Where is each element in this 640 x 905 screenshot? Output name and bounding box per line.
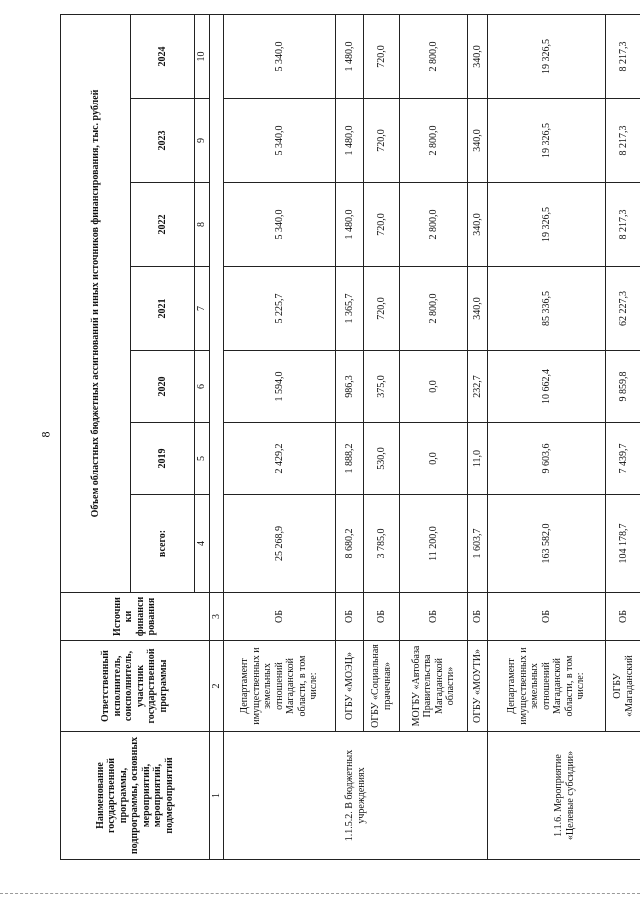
value-2020: 1 594,0 <box>224 351 336 423</box>
colnum-5: 5 <box>195 423 210 495</box>
value-2022: 19 326,5 <box>488 183 606 267</box>
responsible-cell: ОГБУ «МОУТИ» <box>468 641 488 732</box>
value-2024: 2 800,0 <box>400 14 468 98</box>
header-total: всего: <box>131 495 195 593</box>
value-2023: 1 480,0 <box>336 99 364 183</box>
value-2020: 375,0 <box>364 351 400 423</box>
value-2019: 530,0 <box>364 423 400 495</box>
page-number: 8 <box>38 431 53 438</box>
value-total: 25 268,9 <box>224 495 336 593</box>
header-funding: Объем областных бюджетных ассигнований и иных источников финансирования, тыс. рублей <box>61 14 131 592</box>
colnum-10: 10 <box>195 14 210 98</box>
colnum-8: 8 <box>195 183 210 267</box>
value-2020: 9 859,8 <box>606 351 640 423</box>
value-2023: 340,0 <box>468 99 488 183</box>
value-2024: 340,0 <box>468 14 488 98</box>
value-2020: 232,7 <box>468 351 488 423</box>
responsible-cell: Департамент имущественных и земельных отношений Магаданской области, в том числе: <box>488 641 606 732</box>
header-year-2020: 2020 <box>131 351 195 423</box>
header-year-2019: 2019 <box>131 423 195 495</box>
value-2021: 340,0 <box>468 267 488 351</box>
source-cell: ОБ <box>606 593 640 641</box>
header-year-2022: 2022 <box>131 183 195 267</box>
value-2024: 5 340,0 <box>224 14 336 98</box>
colnum-9: 9 <box>195 99 210 183</box>
responsible-cell: ОГБУ «Социальная прачечная» <box>364 641 400 732</box>
source-cell: ОБ <box>364 593 400 641</box>
value-2022: 2 800,0 <box>400 183 468 267</box>
value-2020: 986,3 <box>336 351 364 423</box>
value-2021: 2 800,0 <box>400 267 468 351</box>
header-name: Наименование государственной программы, подпрограммы, основных мероприятий, мероприятий, подмероприятий <box>61 732 210 860</box>
footer-rule <box>0 893 640 895</box>
value-2023: 720,0 <box>364 99 400 183</box>
value-2021: 5 225,7 <box>224 267 336 351</box>
budget-table <box>60 14 640 860</box>
value-2022: 1 480,0 <box>336 183 364 267</box>
colnum-6: 6 <box>195 351 210 423</box>
spacer-cell <box>209 14 224 592</box>
value-total: 1 603,7 <box>468 495 488 593</box>
value-2021: 720,0 <box>364 267 400 351</box>
header-year-2024: 2024 <box>131 14 195 98</box>
responsible-cell: Департамент имущественных и земельных отношений Магаданской области, в том числе: <box>224 641 336 732</box>
colnum-3: 3 <box>209 593 224 641</box>
colnum-2: 2 <box>209 641 224 732</box>
value-2019: 0,0 <box>400 423 468 495</box>
value-2024: 19 326,5 <box>488 14 606 98</box>
value-2024: 720,0 <box>364 14 400 98</box>
value-2020: 10 662,4 <box>488 351 606 423</box>
value-total: 8 680,2 <box>336 495 364 593</box>
header-responsible: Ответственный исполнитель, соисполнитель, участник государственной программы <box>61 641 210 732</box>
value-2020: 0,0 <box>400 351 468 423</box>
value-total: 104 178,7 <box>606 495 640 593</box>
source-cell: ОБ <box>336 593 364 641</box>
value-2021: 85 336,5 <box>488 267 606 351</box>
name-1-1-5-2: 1.1.5.2. В бюджетных учреждениях <box>224 732 488 860</box>
responsible-cell: ОГБУ «МОЭЦ» <box>336 641 364 732</box>
value-2023: 2 800,0 <box>400 99 468 183</box>
header-year-2021: 2021 <box>131 267 195 351</box>
value-2019: 1 888,2 <box>336 423 364 495</box>
colnum-1: 1 <box>209 732 224 860</box>
value-2022: 8 217,3 <box>606 183 640 267</box>
header-year-2023: 2023 <box>131 99 195 183</box>
value-2022: 720,0 <box>364 183 400 267</box>
name-1-1-6: 1.1.6. Мероприятие «Целевые субсидии» <box>488 732 640 860</box>
value-2024: 1 480,0 <box>336 14 364 98</box>
colnum-4: 4 <box>195 495 210 593</box>
value-2024: 8 217,3 <box>606 14 640 98</box>
value-total: 11 200,0 <box>400 495 468 593</box>
value-2019: 7 439,7 <box>606 423 640 495</box>
value-2022: 340,0 <box>468 183 488 267</box>
colnum-7: 7 <box>195 267 210 351</box>
rotated-table-wrapper <box>60 15 635 860</box>
responsible-cell: ОГБУ «Магаданский <box>606 641 640 732</box>
value-2019: 9 603,6 <box>488 423 606 495</box>
value-2023: 5 340,0 <box>224 99 336 183</box>
value-total: 163 582,0 <box>488 495 606 593</box>
value-2019: 2 429,2 <box>224 423 336 495</box>
header-source: Источники финансирования <box>61 593 210 641</box>
source-cell: ОБ <box>488 593 606 641</box>
value-2023: 19 326,5 <box>488 99 606 183</box>
source-cell: ОБ <box>224 593 336 641</box>
value-2021: 62 227,3 <box>606 267 640 351</box>
value-2019: 11,0 <box>468 423 488 495</box>
responsible-cell: МОГБУ «Автобаза Правительства Магаданской области» <box>400 641 468 732</box>
value-2022: 5 340,0 <box>224 183 336 267</box>
value-2023: 8 217,3 <box>606 99 640 183</box>
value-total: 3 785,0 <box>364 495 400 593</box>
source-cell: ОБ <box>400 593 468 641</box>
value-2021: 1 365,7 <box>336 267 364 351</box>
source-cell: ОБ <box>468 593 488 641</box>
